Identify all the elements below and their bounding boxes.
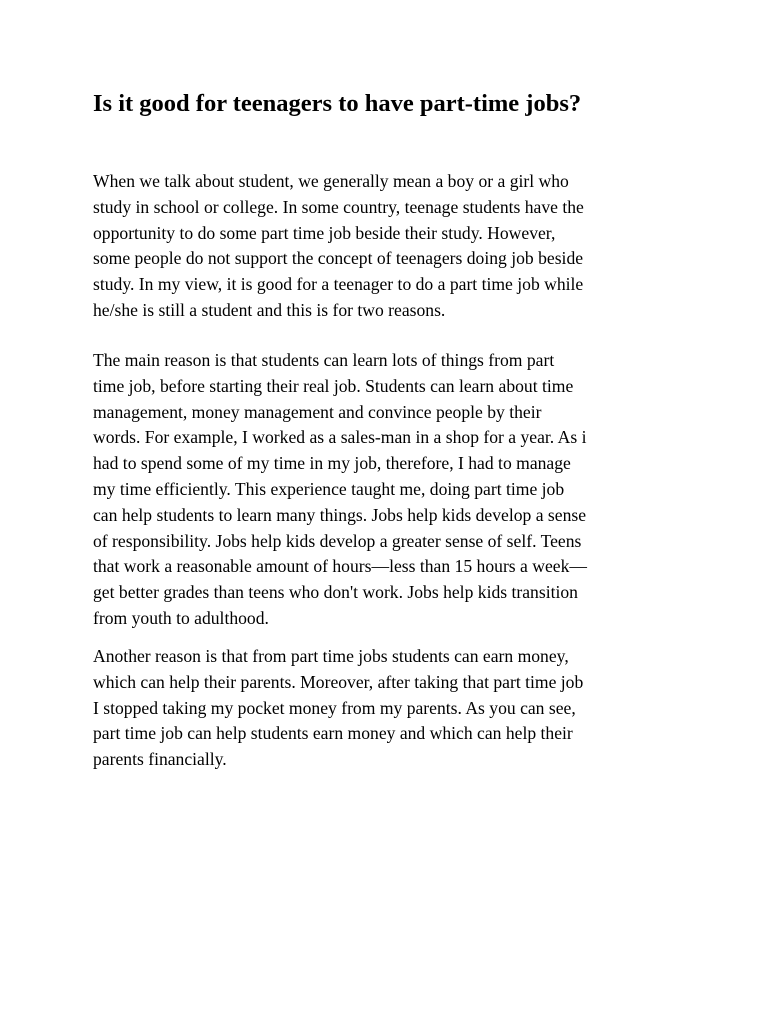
text-line: words. For example, I worked as a sales-man in a shop for a year. As i [93, 427, 587, 448]
text-line: part time job can help students earn money and which can help their [93, 723, 573, 744]
text-line: management, money management and convince people by their [93, 401, 542, 422]
text-line: When we talk about student, we generally mean a boy or a girl who [93, 171, 569, 191]
text-line: of responsibility. Jobs help kids develop a greater sense of self. Teens [93, 530, 582, 551]
text-line: time job, before starting their real job. Students can learn about time [93, 375, 574, 396]
text-line: my time efficiently. This experience taught me, doing part time job [93, 478, 565, 499]
paragraph-main-reason [93, 348, 587, 632]
text-line: The main reason is that students can learn lots of things from part [93, 350, 555, 370]
paragraph-intro [93, 169, 584, 324]
document-title: Is it good for teenagers to have part-time jobs? [93, 90, 582, 117]
text-line: he/she is still a student and this is for two reasons. [93, 299, 446, 320]
text-line: that work a reasonable amount of hours—less than 15 hours a week— [93, 556, 587, 577]
text-line: parents financially. [93, 749, 227, 770]
text-line: some people do not support the concept of teenagers doing job beside [93, 248, 584, 269]
paragraph-another-reason [93, 644, 583, 773]
text-line: Another reason is that from part time jobs students can earn money, [93, 646, 569, 666]
text-line: from youth to adulthood. [93, 607, 269, 628]
text-line: study in school or college. In some country, teenage students have the [93, 196, 584, 217]
text-line: I stopped taking my pocket money from my parents. As you can see, [93, 697, 576, 718]
text-line: study. In my view, it is good for a teenager to do a part time job while [93, 274, 584, 295]
text-line: opportunity to do some part time job beside their study. However, [93, 222, 556, 243]
text-line: which can help their parents. Moreover, after taking that part time job [93, 671, 584, 692]
text-line: can help students to learn many things. Jobs help kids develop a sense [93, 504, 587, 525]
text-line: get better grades than teens who don't work. Jobs help kids transition [93, 582, 578, 603]
text-line: had to spend some of my time in my job, therefore, I had to manage [93, 453, 571, 474]
